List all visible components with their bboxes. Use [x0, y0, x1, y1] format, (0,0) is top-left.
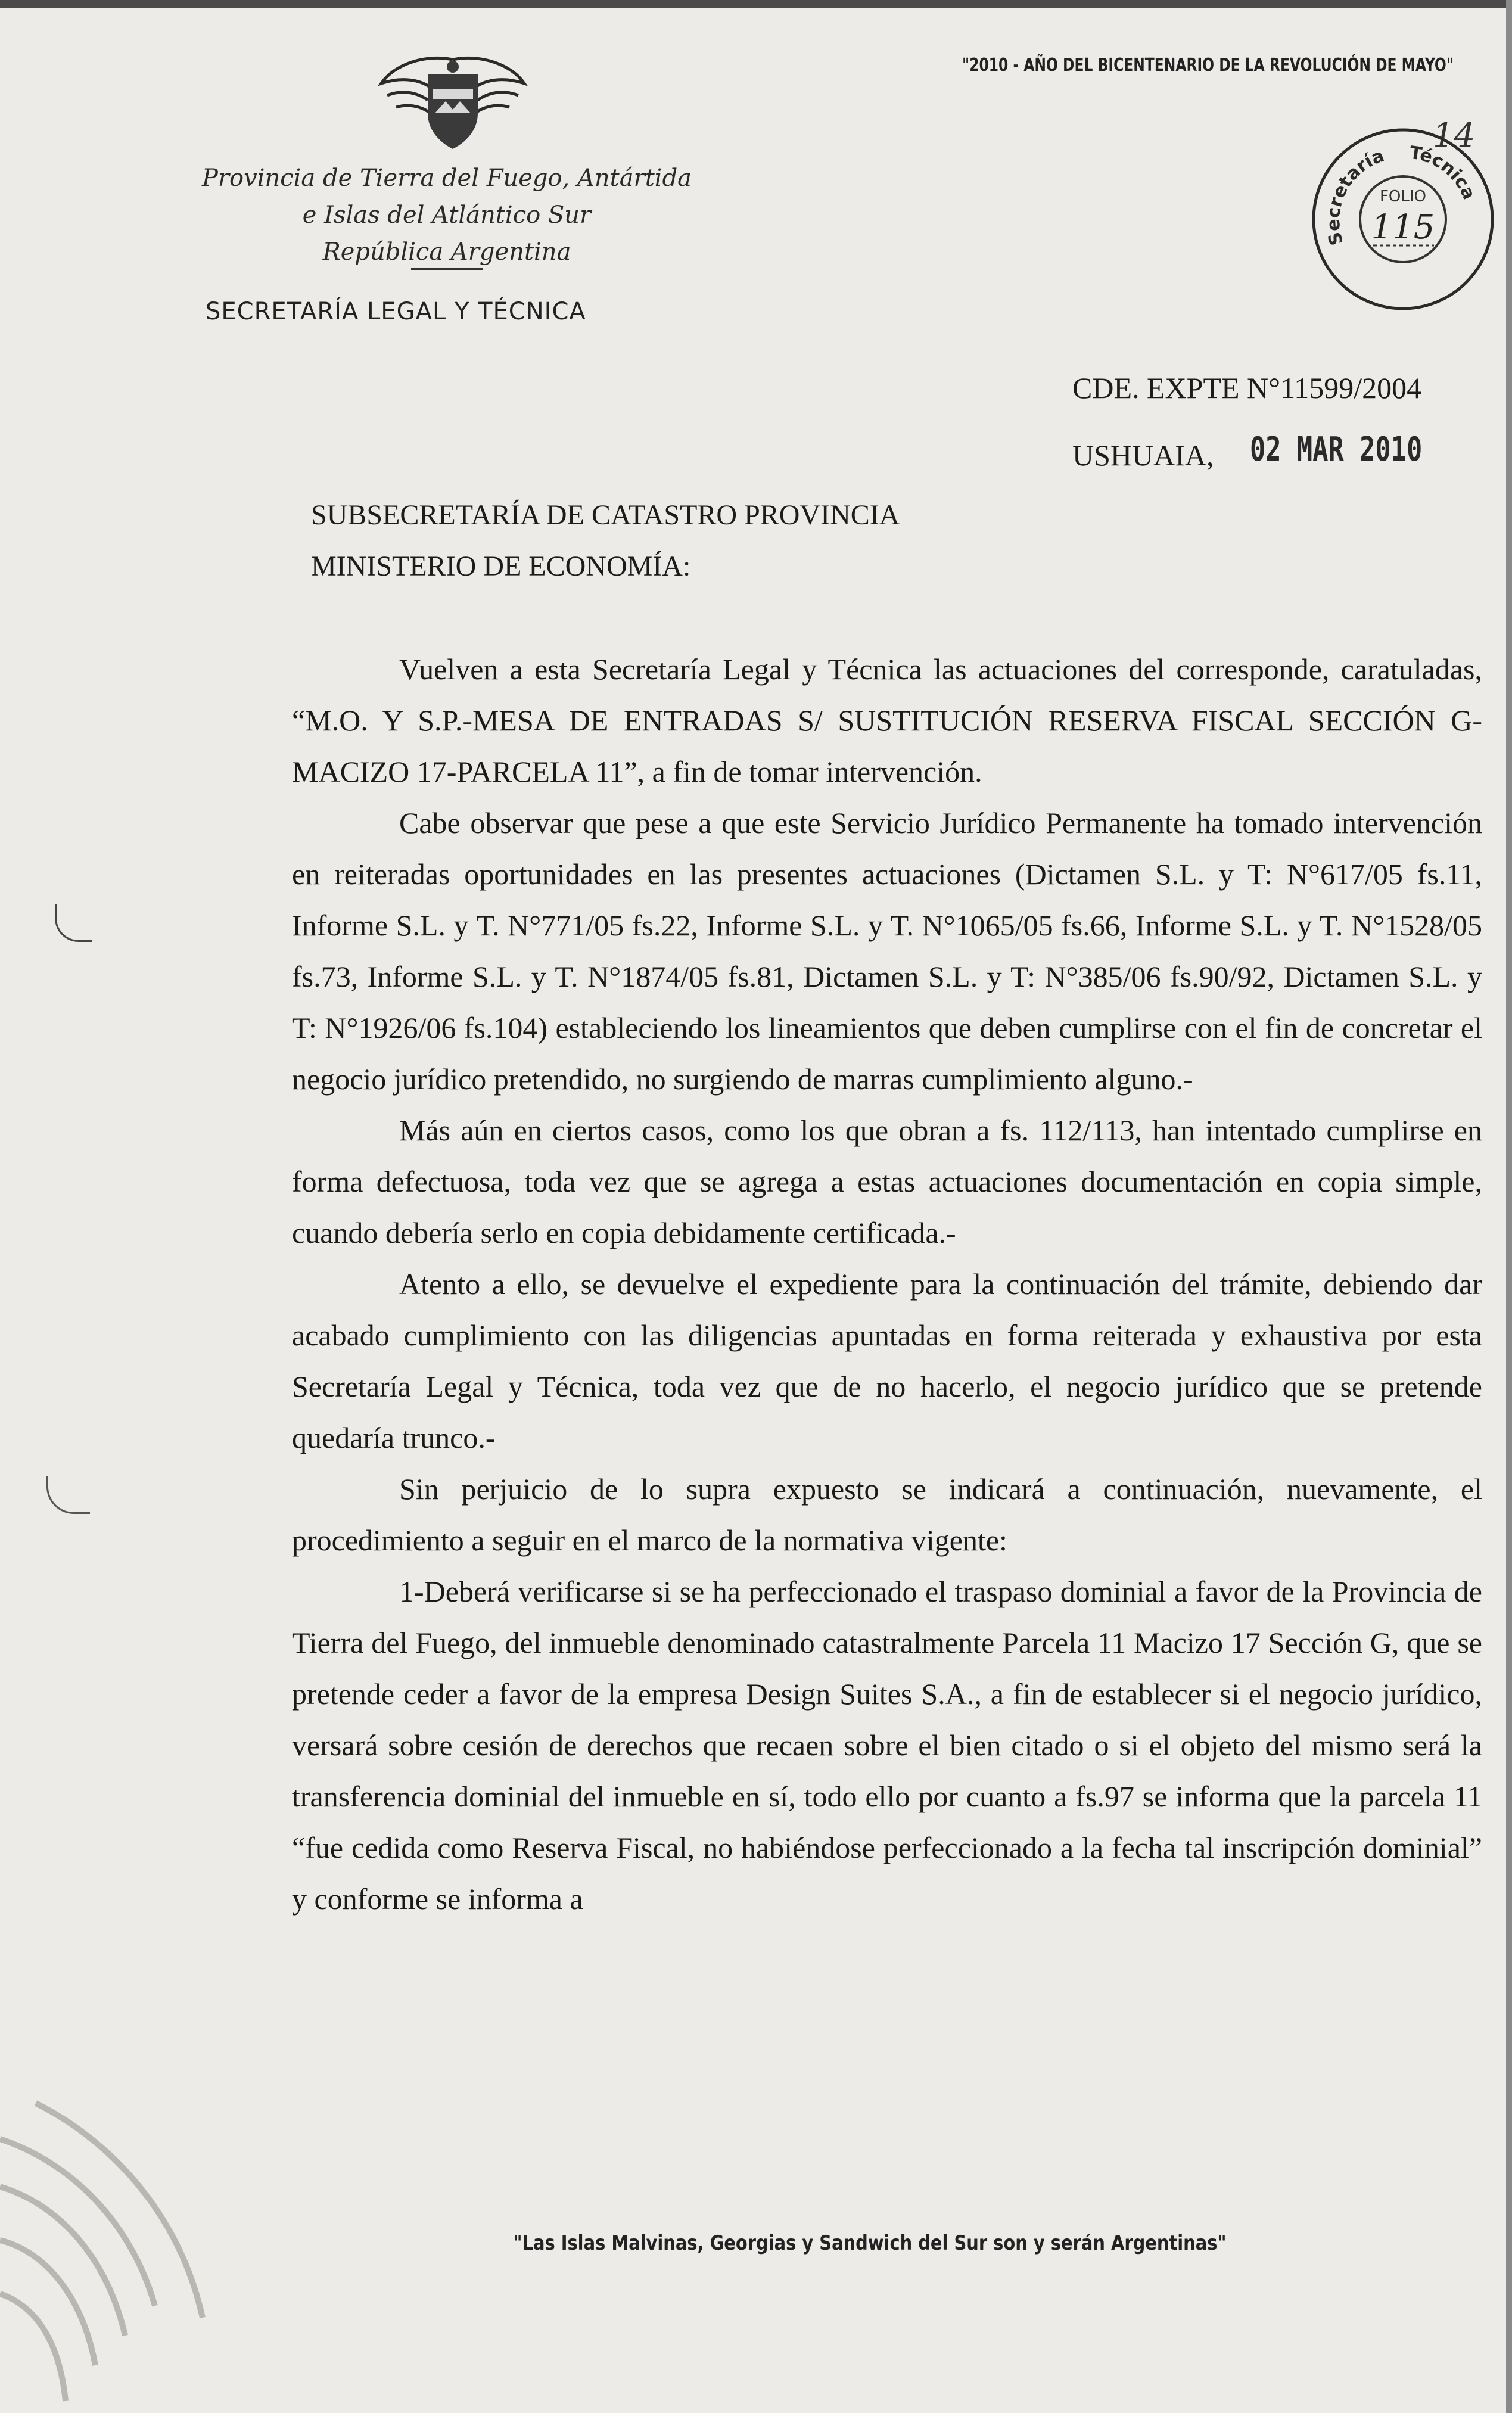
- year-motto: "2010 - AÑO DEL BICENTENARIO DE LA REVOLUCIÓN DE MAYO": [962, 55, 1454, 76]
- body-paragraph: Vuelven a esta Secretaría Legal y Técnica las actuaciones del corresponde, caratuladas, “M.O. Y S.P.-MESA DE ENTRADAS S/ SUSTITUCIÓN RESERVA FISCAL SECCIÓN G-MACIZO 17-PARCELA 11”, a fin de tomar intervención.: [292, 652, 1482, 788]
- body-paragraph: Cabe observar que pese a que este Servicio Jurídico Permanente ha tomado intervención en reiteradas oportunidades en las presentes actuaciones (Dictamen S.L. y T: N°617/05 fs.11, Informe S.L. y T. N°771/05 fs.22, Informe S.L. y T. N°1065/05 fs.66, Informe S.L. y T. N°1528/05 fs.73, Informe S.L. y T. N°1874/05 fs.81, Dictamen S.L. y T: N°385/06 fs.90/92, Dictamen S.L. y T: N°1926/06 fs.104) estableciendo los lineamientos que deben cumplirse con el fin de concretar el negocio jurídico pretendido, no surgiendo de marras cumplimiento alguno.-: [292, 806, 1482, 1096]
- seal-left-text: Secretaría: [1323, 145, 1387, 248]
- scan-right-edge: [1506, 0, 1512, 2413]
- handwritten-folio-number: 14: [1433, 116, 1476, 155]
- province-heading: [179, 160, 715, 270]
- seal-right-text: Técnica: [1408, 142, 1480, 203]
- body-paragraph: 1-Deberá verificarse si se ha perfeccionado el traspaso dominial a favor de la Provincia de Tierra del Fuego, del inmueble denominado catastralmente Parcela 11 Macizo 17 Sección G, que se pretende ceder a favor de la empresa Design Suites S.A., a fin de establecer si el negocio jurídico, versará sobre cesión de derechos que recaen sobre el bien citado o si el objeto del mismo será la transferencia dominial del inmueble en sí, todo ello por cuanto a fs.97 se informa que la parcela 11 “fue cedida como Reserva Fiscal, no habiéndose perfeccionado a la fecha tal inscripción dominial” y conforme se informa a: [292, 1575, 1482, 1916]
- secretaria-heading: SECRETARÍA LEGAL Y TÉCNICA: [206, 298, 586, 325]
- date-stamp: 02 MAR 2010: [1250, 430, 1423, 469]
- footer-motto: "Las Islas Malvinas, Georgias y Sandwich del Sur son y serán Argentinas": [513, 2231, 1227, 2255]
- provincial-emblem-icon: [375, 42, 530, 161]
- folio-seal-stamp: [1308, 124, 1498, 315]
- body-paragraph: Atento a ello, se devuelve el expediente para la continuación del trámite, debiendo dar acabado cumplimiento con las diligencias apuntadas en forma reiterada y exhaustiva por esta Secretaría Legal y Técnica, toda vez que de no hacerlo, el negocio jurídico que se pretende quedaría trunco.-: [292, 1267, 1482, 1454]
- city-label: USHUAIA,: [1072, 439, 1214, 472]
- province-line-3: República Argentina: [322, 238, 571, 266]
- body-paragraph: Más aún en ciertos casos, como los que obran a fs. 112/113, han intentado cumplirse en forma defectuosa, toda vez que se agrega a estas actuaciones documentación en copia simple, cuando debería serlo en copia debidamente certificada.-: [292, 1114, 1482, 1249]
- seal-folio-label: FOLIO: [1379, 188, 1427, 206]
- margin-pen-mark: [55, 904, 92, 942]
- margin-pen-mark: [46, 1476, 90, 1514]
- addressee-line-1: SUBSECRETARÍA DE CATASTRO PROVINCIA: [311, 499, 900, 531]
- expediente-number: CDE. EXPTE N°11599/2004: [1072, 371, 1422, 405]
- province-line-1: Provincia de Tierra del Fuego, Antártida: [201, 164, 692, 192]
- body-paragraph: Sin perjuicio de lo supra expuesto se indicará a continuación, nuevamente, el procedimiento a seguir en el marco de la normativa vigente:: [292, 1472, 1482, 1557]
- addressee-line-2: MINISTERIO DE ECONOMÍA:: [311, 551, 691, 582]
- document-body: [292, 643, 1482, 1924]
- addressee-block: [311, 490, 900, 592]
- corner-watermark-ornament: [0, 2067, 310, 2413]
- province-line-2: e Islas del Atlántico Sur: [302, 201, 592, 229]
- scan-top-edge: [0, 0, 1512, 8]
- seal-folio-number: 115: [1371, 208, 1435, 247]
